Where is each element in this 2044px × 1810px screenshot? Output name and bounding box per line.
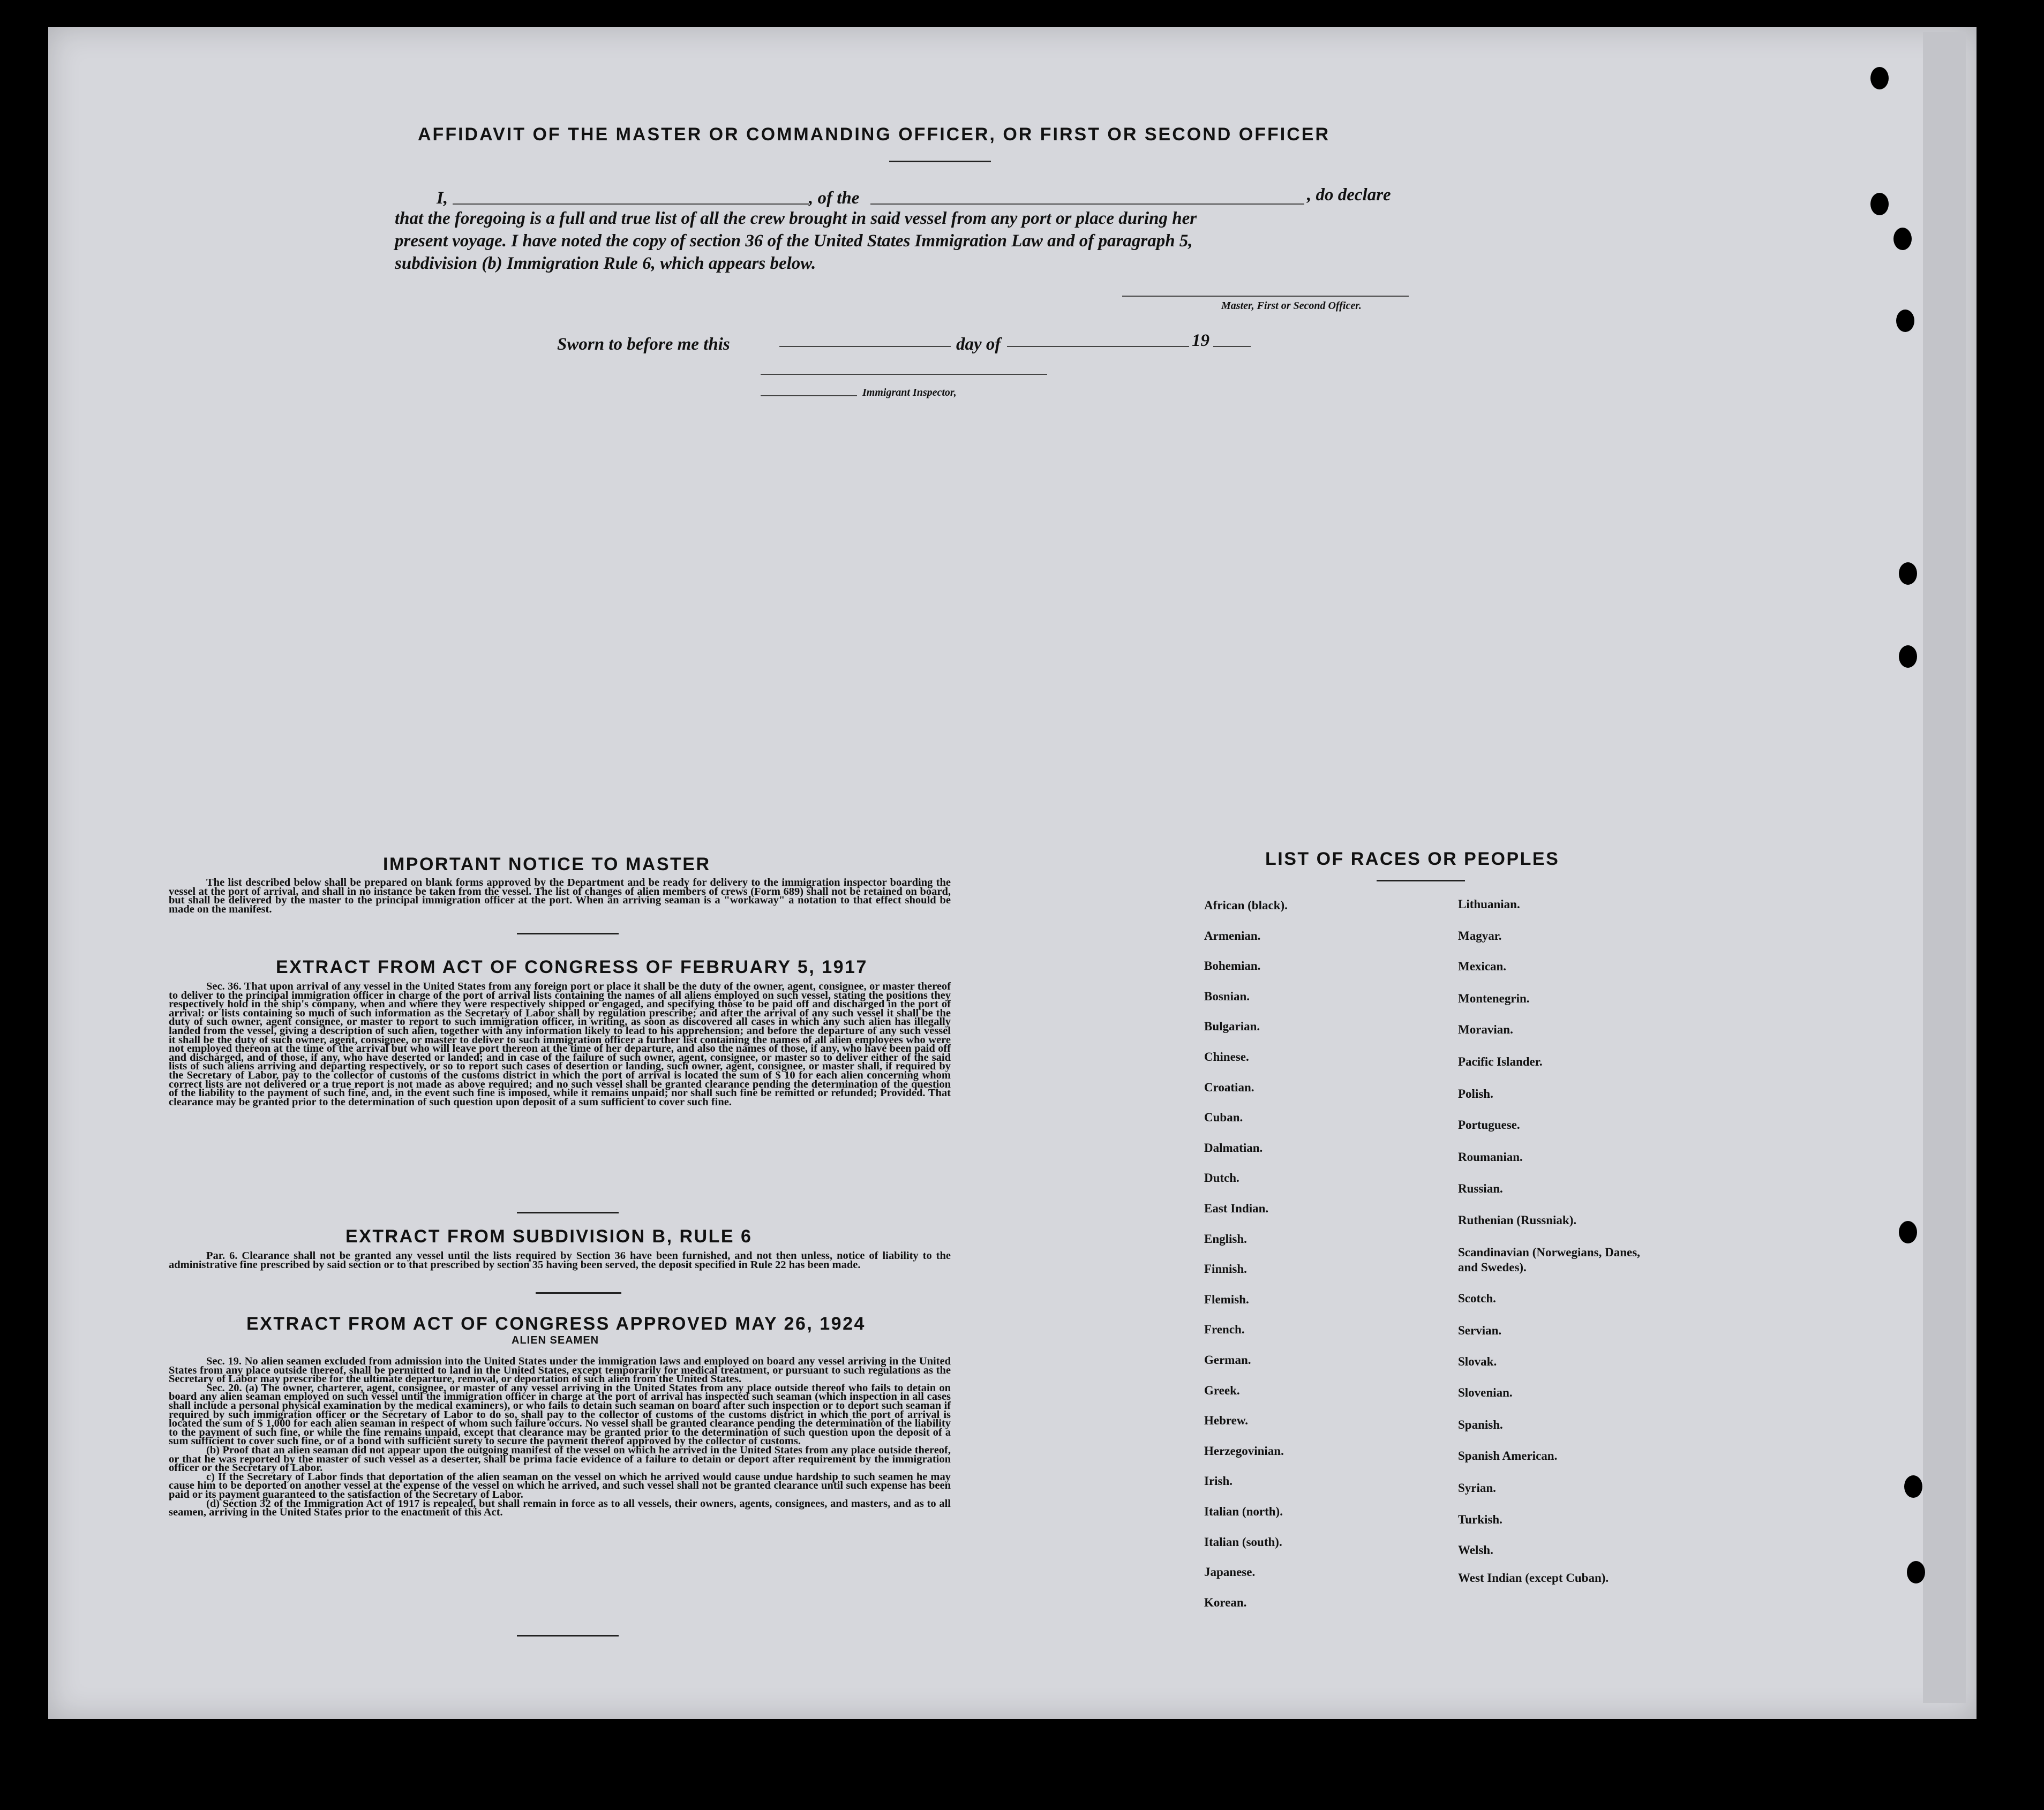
race-item: Armenian. [1204,929,1261,942]
extract-1917-paragraph: Sec. 36. That upon arrival of any vessel in the United States from any foreign port or place it shall be the duty of the owner, agent, consignee, or master thereof to deliver to the principal immigration officer in charge of the port of arrival lists containing the names of all aliens employed on such vessel, stating the positions they respectively hold in the ship's company, when and where they were respectively shipped or engaged, and specifying those to be paid off and discharged in the port of arrival: or lists containing so much of such information as the Secretary of Labor shall by regulation prescribe; and after the arrival of any such vessel it shall be the duty of such owner, agent consignee, or master to report to such immigration officer, in writing, as soon as discovered all cases in which any such alien has illegally landed from the vessel, giving a description of such alien, together with any information likely to lead to his apprehension; and before the departure of any such vessel it shall be the duty of such owner, agent, consignee, or master to deliver to such immigration officer a further list containing the names of all alien employees who were not employed thereon at the time of the arrival but who will leave port thereon at the time of her departure, and also the names of those, if any, who have been paid off and discharged, and of those, if any, who have deserted or landed; and in case of the failure of such owner, agent, consignee, or master so to deliver either of the said lists of such aliens arriving and departing respectively, or so to report such cases of desertion or landing, such owner, agent, consignee, or master shall, if required by the Secretary of Labor, pay to the collector of customs of the customs district in which the port of arrival is located the sum of $ 10 for each alien concerning whom correct lists are not delivered or a true report is not made as above required; and no such vessel shall be granted clearance pending the determination of the question of the liability to the payment of such fine, and, in the event such fine is imposed, while it remains unpaid; nor shall such fine be remitted or refunded; Provided. That clearance may be granted prior to the determination of such question upon deposit of a sum sufficient to cover such fine. [169,981,951,1108]
race-item: Spanish. [1458,1418,1503,1431]
race-item: Korean. [1204,1595,1247,1609]
punch-hole [1899,645,1917,668]
race-item: Japanese. [1204,1565,1256,1579]
race-item: Turkish. [1458,1513,1502,1526]
rule-6-title: EXTRACT FROM SUBDIVISION B, RULE 6 [345,1226,753,1247]
sworn-year-blank [1213,346,1251,347]
sworn-text: Sworn to before me this [557,335,730,354]
signature-line [1122,296,1409,297]
divider [517,1635,619,1636]
race-item: French. [1204,1323,1245,1337]
year-text: 19 [1192,331,1209,350]
divider [889,161,991,162]
sec-20c-paragraph: c) If the Secretary of Labor finds that deportation of the alien seaman on the vessel on which he arrived would cause undue hardship to such seamen he may cause him to be deported on another vessel at the expense of the vessel on which he arrived, and such vessel shall not be granted clearance until such expense has been paid or its payment guaranteed to the satisfaction of the Secretary of Labor. [169,1470,951,1500]
notice-text [169,878,951,914]
race-item: Finnish. [1204,1262,1247,1276]
race-item: Bosnian. [1204,989,1250,1003]
inspector-sub-line [761,395,857,396]
extract-1917-text [169,982,951,1106]
race-item: Hebrew. [1204,1414,1248,1428]
master-signature-label: Master, First or Second Officer. [1221,300,1362,312]
affidavit-i-label: I, [437,188,448,208]
inspector-label: Immigrant Inspector, [862,387,957,398]
alien-seamen-subtitle: ALIEN SEAMEN [512,1334,599,1346]
race-item: Dutch. [1204,1171,1239,1185]
punch-hole [1904,1475,1922,1498]
affidavit-do-declare: , do declare [1307,185,1391,205]
sworn-day-blank [779,346,951,347]
race-item: Spanish American. [1458,1449,1558,1462]
race-item: Herzegovinian. [1204,1444,1284,1458]
race-item: Scandinavian (Norwegians, Danes, and Swedes). [1458,1246,1640,1274]
race-item: German. [1204,1353,1251,1367]
race-item: Magyar. [1458,929,1502,942]
notice-title: IMPORTANT NOTICE TO MASTER [383,854,711,874]
race-item: English. [1204,1232,1247,1246]
race-item: Roumanian. [1458,1150,1523,1164]
race-item: Syrian. [1458,1481,1496,1495]
day-of-text: day of [956,335,1001,354]
race-item: Servian. [1458,1324,1502,1337]
sec-20d-paragraph: (d) Section 32 of the Immigration Act of 1917 is repealed, but shall remain in force as to all vessels, their owners, agents, consignees, and masters, and as to all seamen, arriving in the United States prior to the enactment of this Act. [169,1497,951,1519]
punch-hole [1899,562,1917,585]
race-item: Montenegrin. [1458,992,1530,1005]
race-item: Irish. [1204,1474,1233,1488]
race-item: East Indian. [1204,1202,1269,1215]
race-item: Moravian. [1458,1023,1513,1036]
page-edge [1923,32,1966,1703]
divider [517,1212,619,1213]
race-item: Italian (north). [1204,1505,1283,1518]
divider [1377,880,1465,881]
extract-1924-title: EXTRACT FROM ACT OF CONGRESS APPROVED MAY 26, 1924 [246,1314,866,1334]
race-item: Italian (south). [1204,1535,1282,1549]
punch-hole [1870,67,1889,89]
punch-hole [1893,228,1912,250]
race-item: West Indian (except Cuban). [1458,1571,1609,1585]
race-item: Mexican. [1458,960,1507,973]
race-item: African (black). [1204,899,1288,912]
races-title: LIST OF RACES OR PEOPLES [1265,849,1560,869]
race-item: Pacific Islander. [1458,1055,1543,1068]
race-item: Ruthenian (Russniak). [1458,1213,1577,1227]
race-item: Bohemian. [1204,959,1261,973]
vessel-blank [870,203,1304,205]
race-item: Slovenian. [1458,1386,1513,1399]
notice-paragraph: The list described below shall be prepared on blank forms approved by the Department and be ready for delivery to the immigration inspector boarding the vessel at the port of arrival, and shall in no instance be taken from the vessel. The list of changes of alien members of crews (Form 689) shall not be retained on board, but shall be delivered by the master to the principal immigration officer at the port. When an arriving seaman is a "workaway" a notation to that effect should be made on the manifest. [169,877,951,915]
extract-1924-text [169,1357,951,1517]
sec-20a-paragraph: Sec. 20. (a) The owner, charterer, agent, consignee, or master of any vessel arriving in the United States from any place outside thereof who fails to detain on board any alien seaman employed on such vessel until the immigration officer in charge at the port of arrival has inspected such seaman (which inspection in all cases shall include a personal physical examination by the medical examiners), or who fails to detain such seaman on board after such inspection or to deport such seaman if required by such immigration officer or the Secretary of Labor to do so, shall pay to the collector of customs of the customs district in which the port of arrival is located the sum of $ 1,000 for each alien seaman in respect of whom such failure occurs. No vessel shall be granted clearance pending the determination of the liability to the payment of such fine, or while the fine remains unpaid, except that clearance may be granted prior to the determination of such question upon the deposit of a sum sufficient to cover such fine, or of a bond with sufficient surety to secure the payment thereof approved by the collector of customs. [169,1382,951,1447]
affidavit-line-4: subdivision (b) Immigration Rule 6, which appears below. [395,254,816,273]
race-item: Scotch. [1458,1292,1496,1305]
punch-hole [1907,1561,1925,1583]
punch-hole [1870,193,1889,215]
affidavit-of-the: , of the [809,188,860,208]
affidavit-title: AFFIDAVIT OF THE MASTER OR COMMANDING OFFICER, OR FIRST OR SECOND OFFICER [418,124,1330,145]
race-item: Cuban. [1204,1111,1243,1125]
sec-19-paragraph: Sec. 19. No alien seamen excluded from admission into the United States under the immigration laws and employed on board any vessel arriving in the United States from any place outside thereof, shall be permitted to land in the United States, except temporarily for medical treatment, or pursuant to such regulations as the Secretary of Labor may prescribe for the ultimate departure, removal, or deportation of such alien from the United States. [169,1355,951,1385]
race-item: Dalmatian. [1204,1141,1263,1155]
sec-20b-paragraph: (b) Proof that an alien seaman did not appear upon the outgoing manifest of the vessel on which he arrived in the United States from any place outside thereof, or that he was reported by the master of such vessel as a deserter, shall be prima facie evidence of a failure to detain or deport after requirement by the immigration officer or the Secretary of Labor. [169,1444,951,1474]
punch-hole [1896,310,1914,332]
race-item: Portuguese. [1458,1118,1520,1132]
race-item: Croatian. [1204,1080,1254,1094]
affidavit-line-3: present voyage. I have noted the copy of section 36 of the United States Immigration Law and of paragraph 5, [395,231,1193,251]
name-blank [453,203,809,205]
affidavit-line-2: that the foregoing is a full and true list of all the crew brought in said vessel from any port or place during her [395,209,1197,228]
sworn-month-blank [1007,346,1189,347]
race-item: Welsh. [1458,1543,1493,1557]
divider [536,1292,621,1294]
rule-6-text [169,1251,951,1269]
race-item: Greek. [1204,1383,1240,1397]
rule-6-paragraph: Par. 6. Clearance shall not be granted any vessel until the lists required by Section 36 have been furnished, and not then unless, notice of liability to the administrative fine prescribed by said section or to that prescribed by section 35 having been served, the deposit specified in Rule 22 has been made. [169,1250,951,1271]
race-item: Bulgarian. [1204,1020,1260,1034]
extract-1917-title: EXTRACT FROM ACT OF CONGRESS OF FEBRUARY 5, 1917 [276,957,868,977]
race-item: Flemish. [1204,1292,1249,1306]
race-item: Polish. [1458,1087,1493,1100]
race-item: Russian. [1458,1182,1503,1195]
punch-hole [1899,1221,1917,1243]
race-item: Lithuanian. [1458,898,1520,911]
race-item: Slovak. [1458,1355,1497,1368]
divider [517,933,619,934]
race-item: Chinese. [1204,1050,1249,1064]
inspector-blank [761,374,1047,375]
